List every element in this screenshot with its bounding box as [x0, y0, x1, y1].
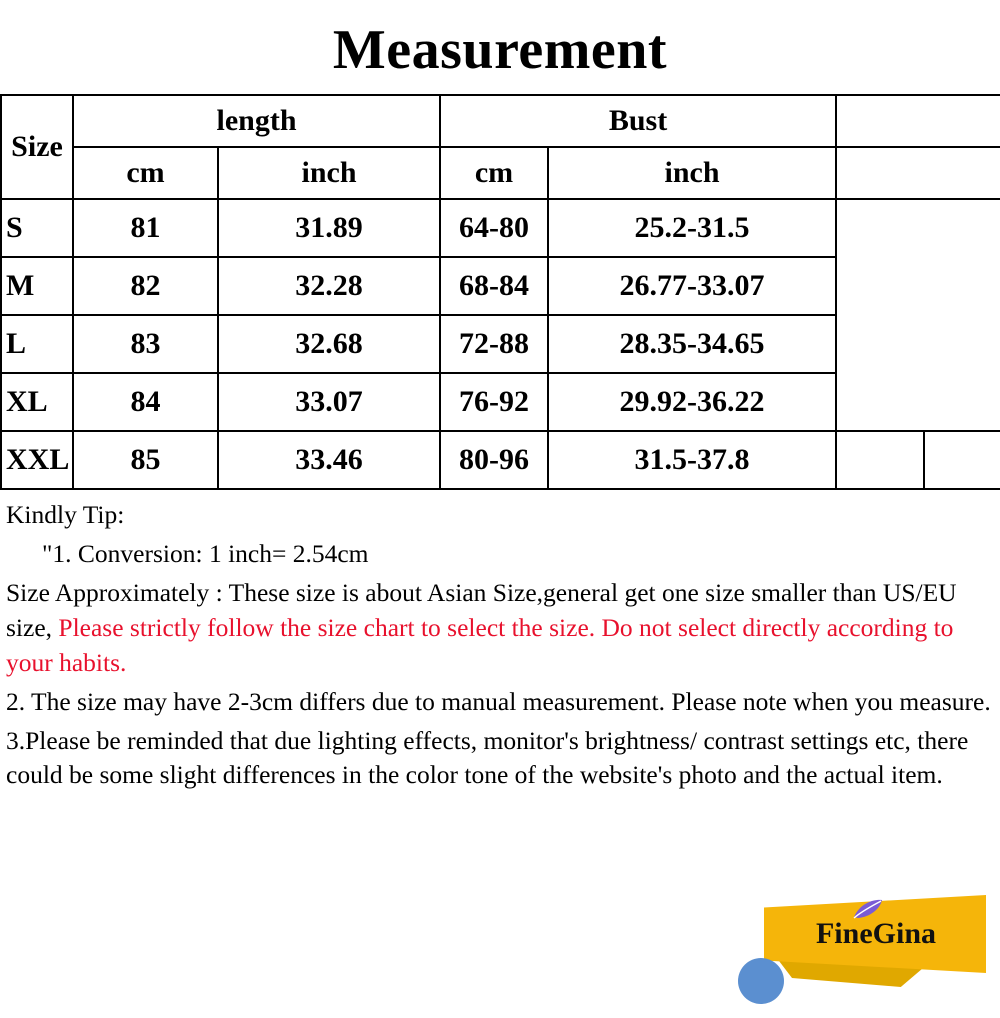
cell-spacer-2 — [924, 199, 1000, 257]
cell-bust-cm: 64-80 — [440, 199, 548, 257]
header-spacer — [836, 95, 1000, 147]
cell-bust-inch: 28.35-34.65 — [548, 315, 836, 373]
header-size: Size — [1, 95, 73, 199]
page-title: Measurement — [332, 19, 668, 81]
size-chart-page — [0, 18, 1000, 1018]
kindly-tip-notes — [0, 490, 1000, 793]
cell-bust-inch: 31.5-37.8 — [548, 431, 836, 489]
cell-length-inch: 32.28 — [218, 257, 440, 315]
cell-bust-cm: 80-96 — [440, 431, 548, 489]
table-row — [1, 431, 1000, 489]
logo-dot — [738, 958, 784, 1004]
measurement-table-container — [0, 94, 1000, 490]
notes-size-approx-black: Size Approximately : These size is about Asian Size,general get one size smaller than US/EU size, — [6, 577, 957, 642]
header-bust-cm: cm — [440, 147, 548, 199]
cell-length-inch: 31.89 — [218, 199, 440, 257]
cell-size: XL — [1, 373, 73, 431]
measurement-table — [0, 94, 1000, 490]
cell-size: M — [1, 257, 73, 315]
table-row — [1, 199, 1000, 257]
cell-spacer-2 — [924, 315, 1000, 373]
notes-line-size-approx — [6, 576, 994, 681]
cell-spacer-2 — [924, 257, 1000, 315]
header-sub-spacer — [836, 147, 1000, 199]
header-bust: Bust — [440, 95, 836, 147]
table-row — [1, 373, 1000, 431]
cell-length-cm: 83 — [73, 315, 218, 373]
cell-size: L — [1, 315, 73, 373]
cell-bust-cm: 72-88 — [440, 315, 548, 373]
cell-length-cm: 81 — [73, 199, 218, 257]
cell-spacer-1 — [836, 431, 924, 489]
logo-text: FineGina — [815, 917, 936, 950]
cell-spacer-2 — [924, 373, 1000, 431]
cell-spacer-1 — [836, 373, 924, 431]
cell-length-inch: 33.07 — [218, 373, 440, 431]
cell-spacer-1 — [836, 257, 924, 315]
header-length-cm: cm — [73, 147, 218, 199]
cell-bust-inch: 29.92-36.22 — [548, 373, 836, 431]
cell-length-cm: 84 — [73, 373, 218, 431]
cell-spacer-1 — [836, 315, 924, 373]
table-header-group-row — [1, 95, 1000, 147]
cell-bust-cm: 76-92 — [440, 373, 548, 431]
cell-bust-cm: 68-84 — [440, 257, 548, 315]
cell-bust-inch: 26.77-33.07 — [548, 257, 836, 315]
notes-line-conversion: "1. Conversion: 1 inch= 2.54cm — [42, 538, 369, 568]
cell-length-cm: 85 — [73, 431, 218, 489]
cell-size: S — [1, 199, 73, 257]
cell-length-inch: 32.68 — [218, 315, 440, 373]
notes-heading: Kindly Tip: — [6, 500, 125, 529]
notes-line-manual-measurement: 2. The size may have 2-3cm differs due to manual measurement. Please note when you measure. — [6, 686, 991, 716]
table-row — [1, 257, 1000, 315]
header-length: length — [73, 95, 440, 147]
cell-spacer-2 — [924, 431, 1000, 489]
header-bust-inch: inch — [548, 147, 836, 199]
cell-length-cm: 82 — [73, 257, 218, 315]
cell-length-inch: 33.46 — [218, 431, 440, 489]
cell-size: XXL — [1, 431, 73, 489]
leaf-icon — [850, 897, 884, 921]
notes-size-approx-red: Please strictly follow the size chart to select the size. Do not select directly according to your habits. — [6, 612, 954, 677]
cell-bust-inch: 25.2-31.5 — [548, 199, 836, 257]
table-header-sub-row — [1, 147, 1000, 199]
notes-line-color-tone: 3.Please be reminded that due lighting effects, monitor's brightness/ contrast settings etc, there could be some slight differences in the color tone of the website's photo and the actual item. — [6, 725, 969, 790]
header-length-inch: inch — [218, 147, 440, 199]
finegina-logo — [746, 895, 986, 1000]
table-row — [1, 315, 1000, 373]
cell-spacer-1 — [836, 199, 924, 257]
